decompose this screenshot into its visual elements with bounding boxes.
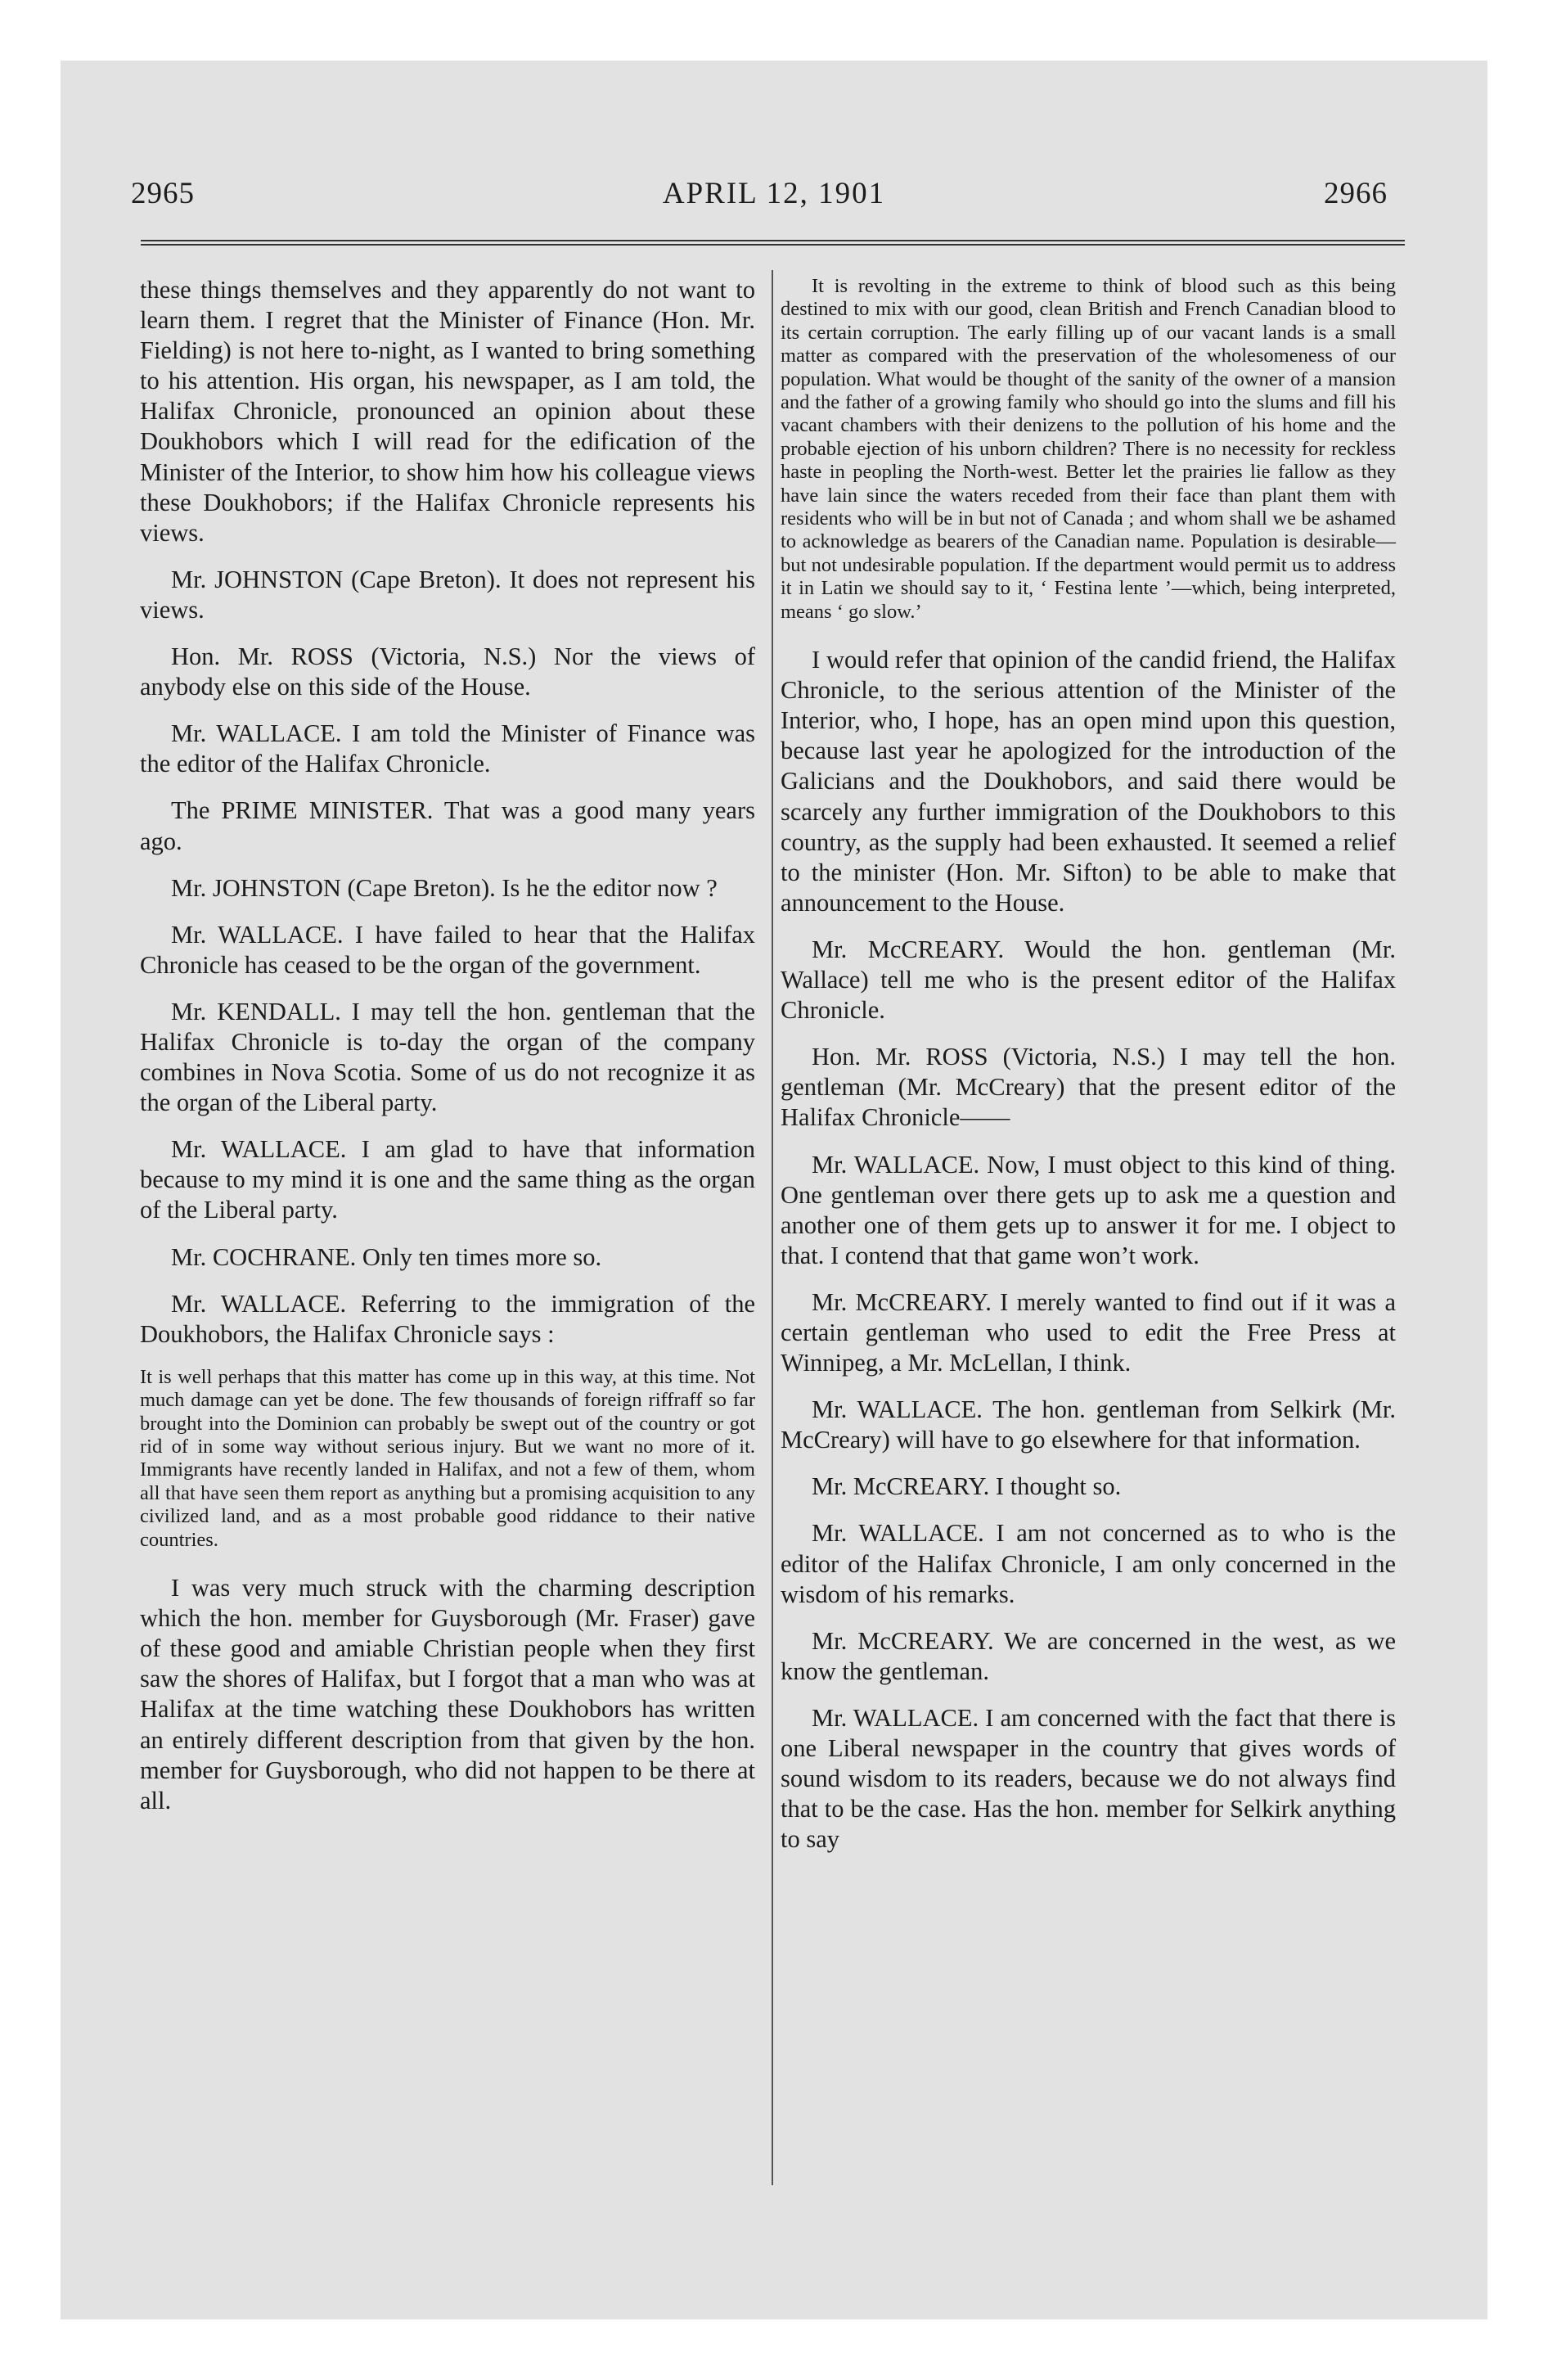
paragraph: Mr. COCHRANE. Only ten times more so. xyxy=(171,1242,602,1271)
page-header-date: APRIL 12, 1901 xyxy=(662,177,886,210)
paragraph: Mr. McCREARY. Would the hon. gentleman (Mr. Wallace) tell me who is the present editor of the Halifax Chronicle. xyxy=(781,935,1396,1025)
paragraph: Mr. WALLACE. I am glad to have that information because to my mind it is one and the same thing as the organ of the Liberal party. xyxy=(140,1135,755,1224)
paragraph: Mr. JOHNSTON (Cape Breton). It does not represent his views. xyxy=(140,565,755,624)
page-number-left: 2965 xyxy=(131,177,195,210)
right-column xyxy=(781,275,1396,1871)
page-number-right: 2966 xyxy=(1324,177,1388,210)
left-column xyxy=(140,275,755,1832)
paragraph: Mr. WALLACE. Now, I must object to this kind of thing. One gentleman over there gets up to ask me a question and another one of them gets up to answer it for me. I object to that. I contend that that game won’t work. xyxy=(781,1150,1396,1269)
paragraph: I was very much struck with the charming description which the hon. member for Guysborough (Mr. Fraser) gave of these good and amiable Christian people when they first saw the shores of Halifax, but I forgot that a man who was at Halifax at the time watching these Doukhobors has written an entirely different description from that given by the hon. member for Guysborough, who did not happen to be there at all. xyxy=(140,1574,755,1814)
paragraph: Mr. WALLACE. Referring to the immigration of the Doukhobors, the Halifax Chronicle says : xyxy=(140,1289,755,1348)
paragraph: Hon. Mr. ROSS (Victoria, N.S.) I may tell the hon. gentleman (Mr. McCreary) that the present editor of the Halifax Chronicle—— xyxy=(781,1043,1396,1132)
paragraph: Mr. JOHNSTON (Cape Breton). Is he the editor now ? xyxy=(171,873,718,902)
paragraph: these things themselves and they apparently do not want to learn them. I regret that the Minister of Finance (Hon. Mr. Fielding) is not here to-night, as I wanted to bring something to his attention. His organ, his newspaper, as I am told, the Halifax Chronicle, pronounced an opinion about these Doukhobors which I will read for the edification of the Minister of the Interior, to show him how his colleague views these Doukhobors; if the Halifax Chronicle represents his views. xyxy=(140,276,755,547)
paragraph: The PRIME MINISTER. That was a good many years ago. xyxy=(140,796,755,855)
paragraph: Mr. WALLACE. I have failed to hear that the Halifax Chronicle has ceased to be the organ of the government. xyxy=(140,920,755,979)
paragraph: Mr. WALLACE. I am told the Minister of Finance was the editor of the Halifax Chronicle. xyxy=(140,719,755,778)
paragraph: Mr. McCREARY. I merely wanted to find out if it was a certain gentleman who used to edit the Free Press at Winnipeg, a Mr. McLellan, I think. xyxy=(781,1287,1396,1377)
paragraph: Mr. WALLACE. I am concerned with the fact that there is one Liberal newspaper in the country that gives words of sound wisdom to its readers, because we do not always find that to be the case. Has the hon. member for Selkirk anything to say xyxy=(781,1703,1396,1854)
paragraph: Mr. WALLACE. I am not concerned as to who is the editor of the Halifax Chronicle, I am only concerned in the wisdom of his remarks. xyxy=(781,1519,1396,1608)
header-double-rule xyxy=(141,240,1405,246)
paragraph: Hon. Mr. ROSS (Victoria, N.S.) Nor the views of anybody else on this side of the House. xyxy=(140,642,755,701)
paragraph: Mr. McCREARY. We are concerned in the west, as we know the gentleman. xyxy=(781,1626,1396,1685)
paragraph: Mr. KENDALL. I may tell the hon. gentleman that the Halifax Chronicle is to-day the organ of the company combines in Nova Scotia. Some of us do not recognize it as the organ of the Liberal party. xyxy=(140,997,755,1117)
quoted-passage: It is well perhaps that this matter has come up in this way, at this time. Not much damage can yet be done. The few thousands of foreign riffraff so far brought into the Dominion can probably be swept out of the country or got rid of in some way without serious injury. But we want no more of it. Immigrants have recently landed in Halifax, and not a few of them, whom all that have seen them report as anything but a promising acquisition to any civilized land, and as a most probable good riddance to their native countries. xyxy=(140,1365,755,1551)
paragraph: I would refer that opinion of the candid friend, the Halifax Chronicle, to the serious attention of the Minister of the Interior, who, I hope, has an open mind upon this question, because last year he apologized for the introduction of the Galicians and the Doukhobors, and said there would be scarcely any further immigration of the Doukhobors to this country, as the supply had been exhausted. It seemed a relief to the minister (Hon. Mr. Sifton) to be able to make that announcement to the House. xyxy=(781,646,1396,917)
paragraph: Mr. McCREARY. I thought so. xyxy=(812,1472,1122,1501)
quoted-passage: It is revolting in the extreme to think of blood such as this being destined to mix with our good, clean British and French Canadian blood to its certain corruption. The early filling up of our vacant lands is a small matter as compared with the preservation of the wholesomeness of our population. What would be thought of the sanity of the owner of a mansion and the father of a growing family who should go into the slums and fill his vacant chambers with their denizens to the pollution of his home and the probable ejection of his unborn children? There is no necessity for reckless haste in peopling the North-west. Better let the prairies lie fallow as they have lain since the waters receded from their face than plant them with residents who will be in but not of Canada ; and whom shall we be ashamed to acknowledge as bearers of the Canadian name. Population is desirable—but not undesirable population. If the department would permit us to address it in Latin we should say to it, ‘ Festina lente ’—which, being interpreted, means ‘ go slow.’ xyxy=(781,275,1396,623)
column-divider xyxy=(772,270,773,2185)
paragraph: Mr. WALLACE. The hon. gentleman from Selkirk (Mr. McCreary) will have to go elsewhere for that information. xyxy=(781,1395,1396,1454)
